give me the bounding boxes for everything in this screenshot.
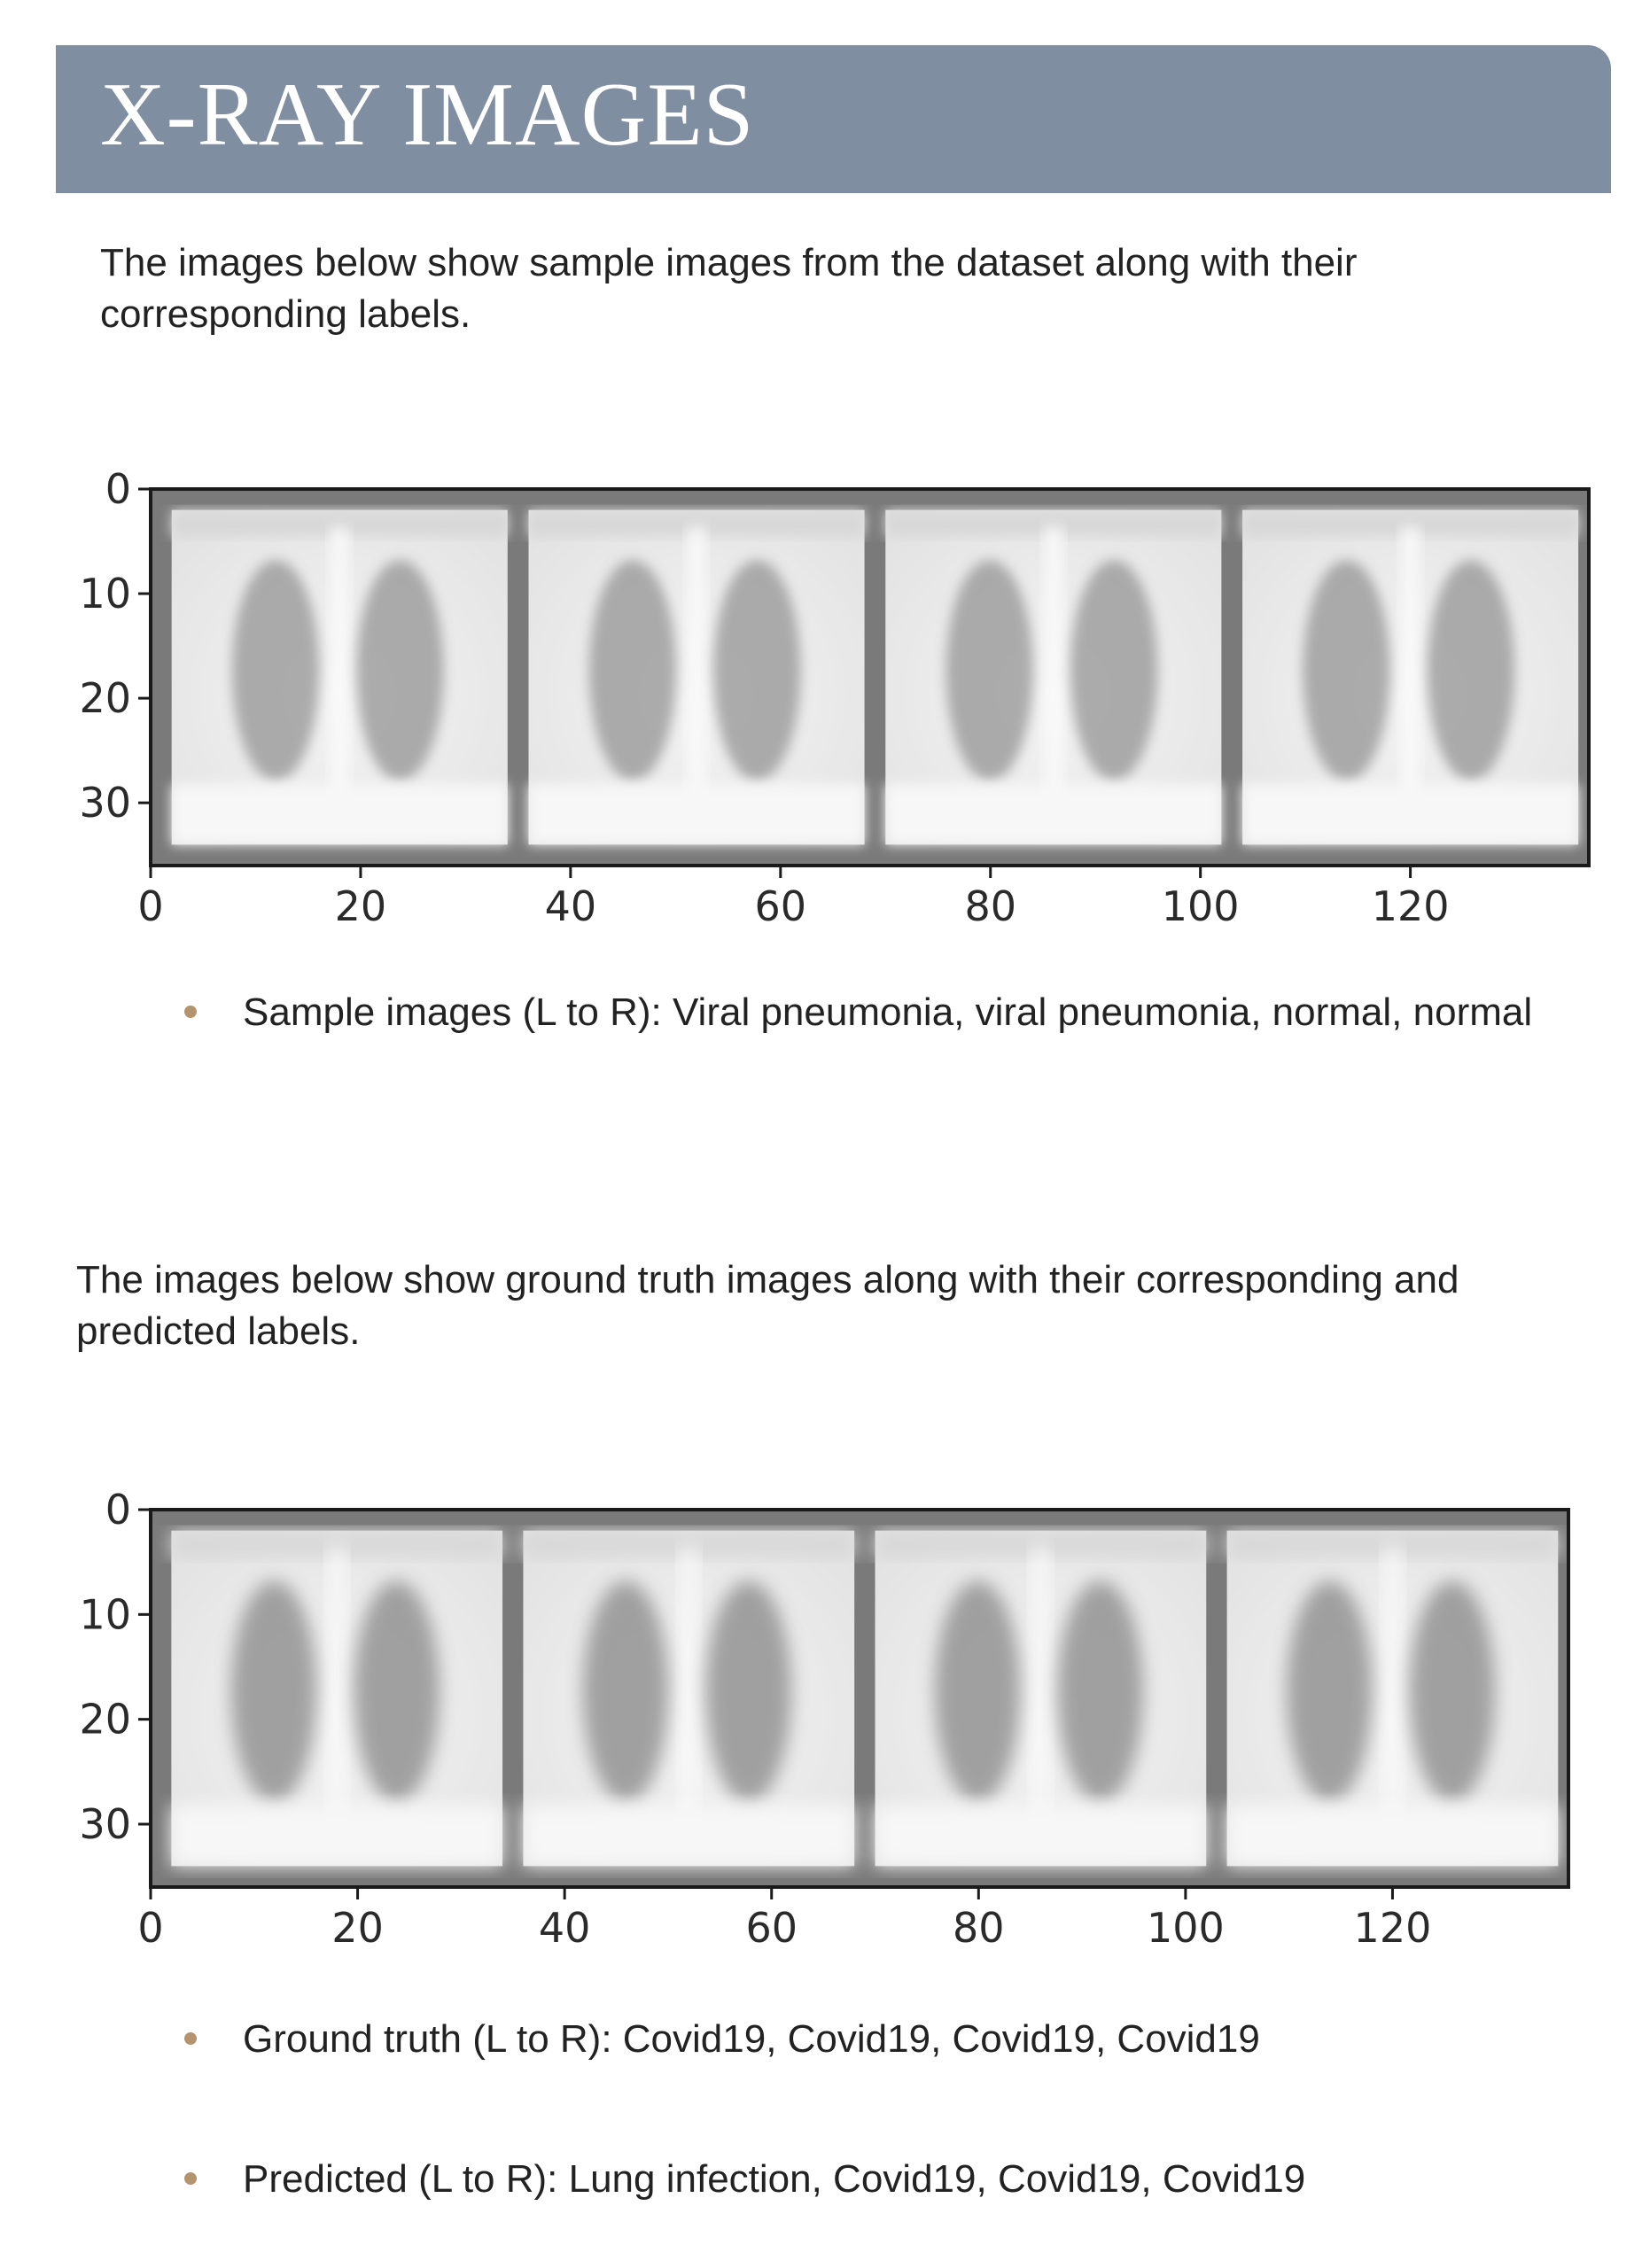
x-tick-label: 80: [953, 1904, 1005, 1952]
x-tick-label: 0: [137, 1904, 164, 1952]
ground-truth-caption-text: Ground truth (L to R): Covid19, Covid19, Covid19, Covid19: [243, 2017, 1260, 2061]
xray-truth-3: [875, 1531, 1207, 1867]
x-tick-label: 60: [745, 1904, 798, 1952]
x-tick-label: 100: [1161, 882, 1240, 930]
x-tick-label: 0: [137, 882, 164, 930]
y-tick-label: 20: [79, 1695, 131, 1744]
x-tick-label: 100: [1146, 1904, 1225, 1952]
bullet-dot: [184, 2172, 197, 2185]
ground-truth-caption: [243, 2014, 1260, 2065]
x-tick-label: 40: [544, 882, 597, 930]
predicted-caption-text: Predicted (L to R): Lung infection, Covid19, Covid19, Covid19: [243, 2157, 1306, 2201]
xray-truth-4: [1227, 1531, 1559, 1867]
y-tick-label: 30: [79, 779, 131, 827]
y-tick-label: 0: [105, 1486, 131, 1534]
x-tick-label: 60: [754, 882, 807, 930]
x-tick-label: 20: [331, 1904, 384, 1952]
x-tick-label: 40: [538, 1904, 591, 1952]
predicted-caption: [243, 2154, 1305, 2205]
y-tick-label: 0: [105, 465, 131, 513]
sample-caption-text: Sample images (L to R): Viral pneumonia, viral pneumonia, normal, normal: [243, 990, 1533, 1034]
x-tick-label: 120: [1371, 882, 1450, 930]
y-tick-label: 10: [79, 570, 131, 618]
y-tick-label: 30: [79, 1800, 131, 1848]
x-tick-label: 80: [964, 882, 1017, 930]
y-tick-label: 10: [79, 1590, 131, 1639]
page-title: X-RAY IMAGES: [100, 65, 755, 165]
y-tick-label: 20: [79, 674, 131, 723]
bullet-dot: [184, 2032, 197, 2045]
x-tick-label: 20: [334, 882, 387, 930]
section2-intro: The images below show ground truth images along with their corresponding and predicted labels.: [76, 1258, 1459, 1353]
x-tick-label: 120: [1353, 1904, 1432, 1952]
section1-intro: The images below show sample images from the dataset along with their corresponding labels.: [100, 241, 1358, 336]
xray-truth-1: [171, 1531, 502, 1867]
xray-truth-2: [523, 1531, 854, 1867]
